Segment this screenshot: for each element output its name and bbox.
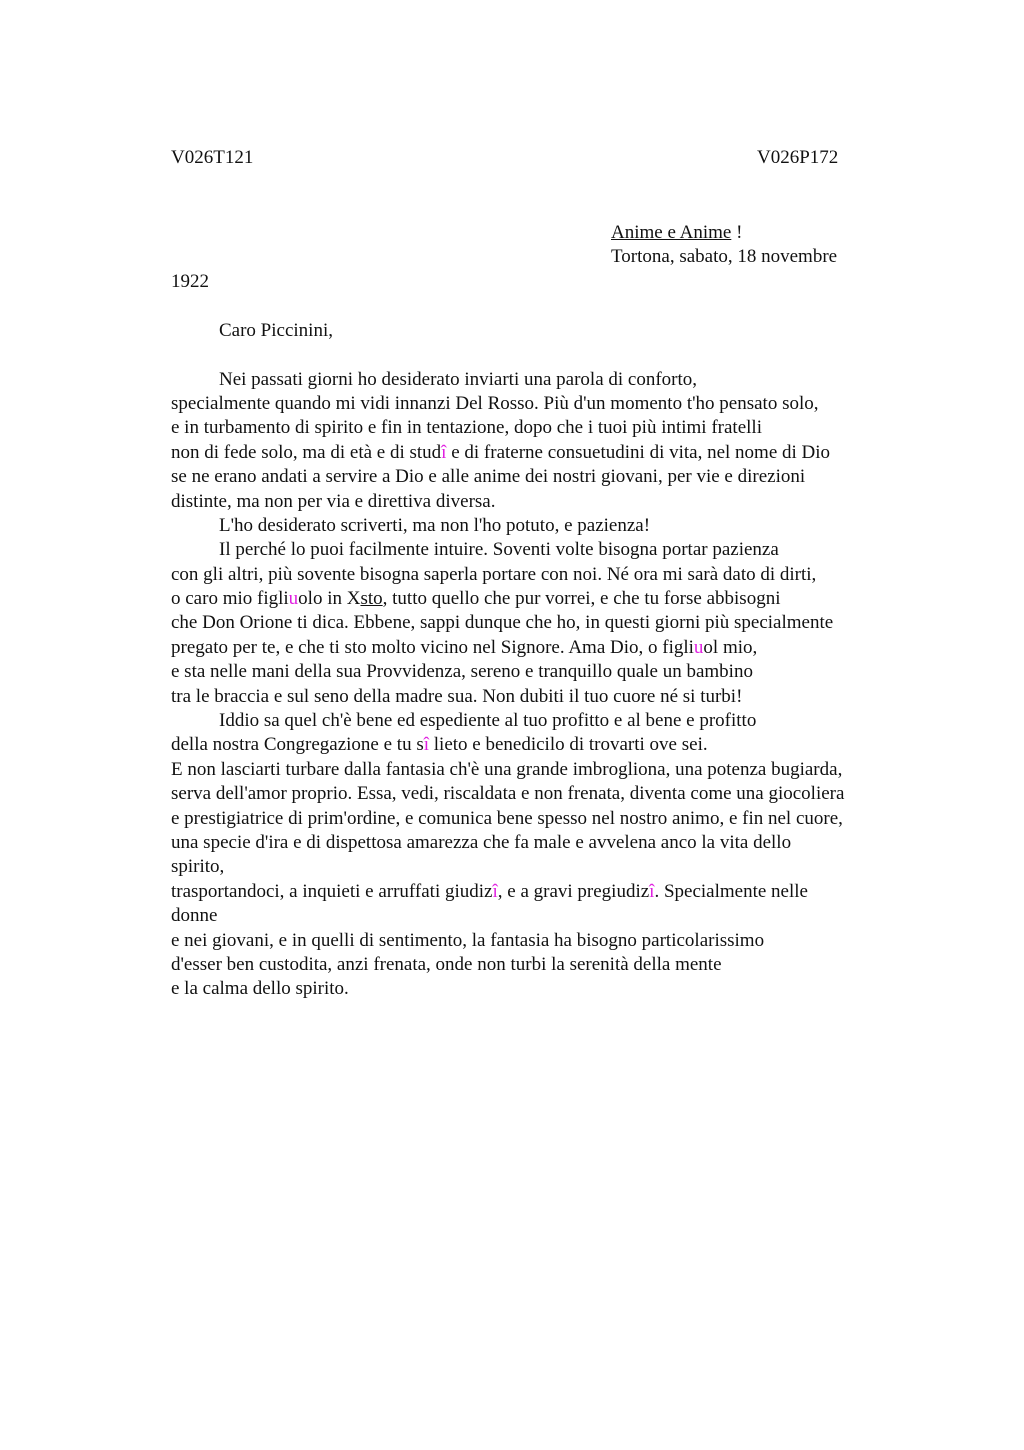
text-line: che Don Orione ti dica. Ebbene, sappi dunque che ho, in questi giorni più specialmente bbox=[171, 612, 834, 634]
text-line: donne bbox=[171, 905, 218, 927]
text-line: e la calma dello spirito. bbox=[171, 978, 349, 1000]
text-line: o caro mio figliuolo in Xsto, tutto quello che pur vorrei, e che tu forse abbisogni bbox=[171, 588, 781, 610]
letter-body bbox=[171, 270, 931, 1002]
document-code-left: V026T121 bbox=[171, 147, 254, 168]
text-line: Nei passati giorni ho desiderato inviarti una parola di conforto, bbox=[219, 368, 698, 390]
text-line: tra le braccia e sul seno della madre sua. Non dubiti il tuo cuore né si turbi! bbox=[171, 685, 743, 707]
text-line: d'esser ben custodita, anzi frenata, onde non turbi la serenità della mente bbox=[171, 953, 722, 975]
text-line: con gli altri, più sovente bisogna saperla portare con noi. Né ora mi sarà dato di dirti, bbox=[171, 563, 817, 585]
text-line: specialmente quando mi vidi innanzi Del Rosso. Più d'un momento t'ho pensato solo, bbox=[171, 392, 819, 414]
year: 1922 bbox=[171, 271, 209, 292]
document-code-right: V026P172 bbox=[757, 147, 839, 168]
place-date: Tortona, sabato, 18 novembre bbox=[611, 246, 838, 267]
text-line: se ne erano andati a servire a Dio e alle anime dei nostri giovani, per vie e direzioni bbox=[171, 466, 806, 488]
highlight-mark: î bbox=[423, 734, 430, 756]
salutation: Caro Piccinini, bbox=[219, 319, 333, 341]
text-line: e nei giovani, e in quelli di sentimento, la fantasia ha bisogno particolarissimo bbox=[171, 929, 765, 951]
text-line: spirito, bbox=[171, 856, 225, 878]
text-line: E non lasciarti turbare dalla fantasia ch'è una grande imbrogliona, una potenza bugiarda, bbox=[171, 758, 843, 780]
highlight-mark: u bbox=[693, 636, 704, 658]
text-line: una specie d'ira e di dispettosa amarezza che fa male e avvelena anco la vita dello bbox=[171, 831, 792, 853]
text-line: Il perché lo puoi facilmente intuire. Soventi volte bisogna portar pazienza bbox=[219, 539, 779, 561]
text-line: non di fede solo, ma di età e di studî e di fraterne consuetudini di vita, nel nome di Dio bbox=[171, 441, 831, 463]
text-line: L'ho desiderato scriverti, ma non l'ho potuto, e pazienza! bbox=[219, 514, 651, 536]
text-line: distinte, ma non per via e direttiva diversa. bbox=[171, 490, 496, 512]
text-line: serva dell'amor proprio. Essa, vedi, riscaldata e non frenata, diventa come una giocoliera bbox=[171, 783, 845, 805]
text-line: trasportandoci, a inquieti e arruffati giudizî, e a gravi pregiudizî. Specialmente nelle bbox=[171, 880, 808, 902]
text-line: e prestigiatrice di prim'ordine, e comunica bene spesso nel nostro animo, e fin nel cuore, bbox=[171, 807, 843, 829]
title-suffix: ! bbox=[731, 222, 743, 243]
highlight-mark: î bbox=[492, 880, 498, 902]
title-text: Anime e Anime bbox=[611, 222, 732, 243]
text-line: pregato per te, e che ti sto molto vicino nel Signore. Ama Dio, o figliuol mio, bbox=[171, 636, 758, 658]
highlight-mark: î bbox=[441, 441, 447, 463]
text-line: della nostra Congregazione e tu sî lieto e benedicilo di trovarti ove sei. bbox=[171, 734, 708, 756]
highlight-mark: u bbox=[288, 588, 299, 610]
highlight-mark: î bbox=[649, 880, 655, 902]
text-line: e in turbamento di spirito e fin in tentazione, dopo che i tuoi più intimi fratelli bbox=[171, 417, 762, 439]
text-line: e sta nelle mani della sua Provvidenza, sereno e tranquillo quale un bambino bbox=[171, 661, 753, 683]
letter-title bbox=[611, 221, 742, 245]
text-line: Iddio sa quel ch'è bene ed espediente al tuo profitto e al bene e profitto bbox=[219, 710, 757, 732]
